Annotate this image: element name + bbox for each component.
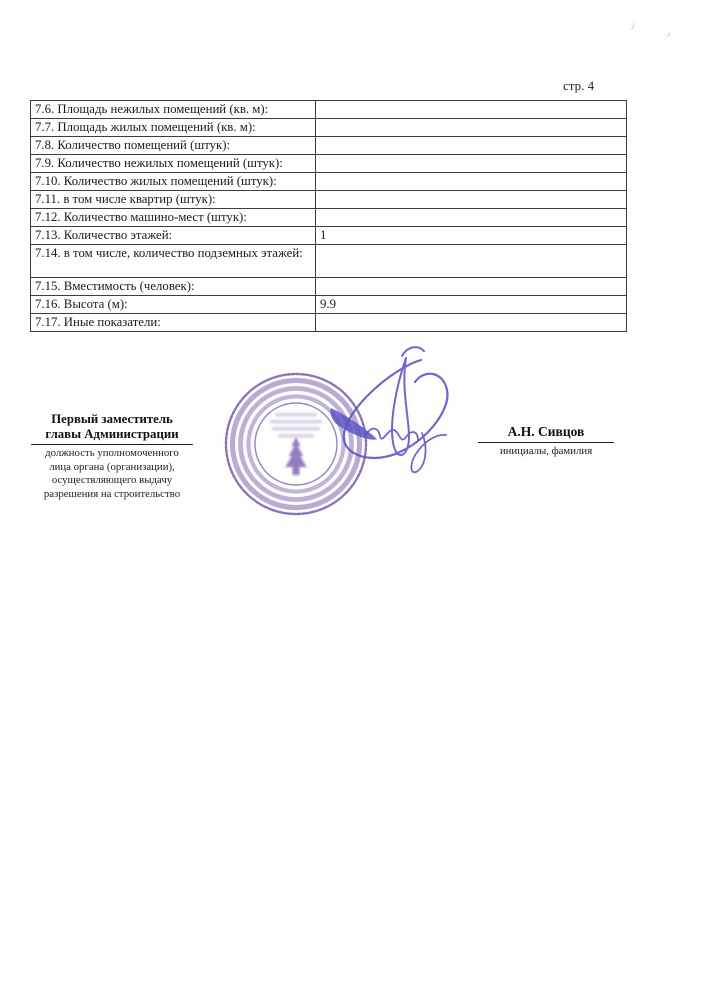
signer-name-caption: инициалы, фамилия bbox=[499, 445, 593, 457]
table-cell-value: 9.9 bbox=[316, 296, 627, 314]
table-row bbox=[31, 173, 627, 191]
table-cell-value bbox=[316, 173, 627, 191]
table-cell-label: 7.6. Площадь нежилых помещений (кв. м): bbox=[31, 101, 316, 119]
table-cell-label: 7.12. Количество машино-мест (штук): bbox=[31, 209, 316, 227]
signer-position-line1: Первый заместитель bbox=[51, 412, 173, 426]
table-cell-label: 7.16. Высота (м): bbox=[31, 296, 316, 314]
signer-position-line2: главы Администрации bbox=[31, 427, 193, 445]
signer-position-caption: должность уполномоченного bbox=[45, 447, 179, 459]
table-cell-value bbox=[316, 191, 627, 209]
table-row bbox=[31, 119, 627, 137]
table-cell-label: 7.17. Иные показатели: bbox=[31, 314, 316, 332]
scan-artifact bbox=[625, 20, 635, 31]
table-row bbox=[31, 209, 627, 227]
table-row bbox=[31, 245, 627, 278]
signer-position-caption: лица органа (организации), bbox=[49, 460, 175, 473]
signer-position-caption: разрешения на строительство bbox=[43, 487, 181, 500]
signer-position-block bbox=[31, 412, 193, 501]
handwritten-signature-icon bbox=[303, 338, 468, 490]
table-cell-label: 7.10. Количество жилых помещений (штук): bbox=[31, 173, 316, 191]
table-cell-label: 7.15. Вместимость (человек): bbox=[31, 278, 316, 296]
table-cell-value bbox=[316, 137, 627, 155]
table-cell-label: 7.7. Площадь жилых помещений (кв. м): bbox=[31, 119, 316, 137]
table-cell-label: 7.14. в том числе, количество подземных этажей: bbox=[31, 245, 316, 278]
table-row bbox=[31, 296, 627, 314]
table-row bbox=[31, 191, 627, 209]
page-number-label: стр. 4 bbox=[563, 78, 595, 93]
table-cell-value bbox=[316, 314, 627, 332]
signer-position-caption: осуществляющего выдачу bbox=[51, 474, 173, 486]
table-row bbox=[31, 101, 627, 119]
table-cell-value bbox=[316, 155, 627, 173]
table-cell-value bbox=[316, 209, 627, 227]
table-cell-value bbox=[316, 101, 627, 119]
table-cell-label: 7.11. в том числе квартир (штук): bbox=[31, 191, 316, 209]
table-row bbox=[31, 137, 627, 155]
indicators-table bbox=[30, 100, 627, 332]
signer-name: А.Н. Сивцов bbox=[478, 424, 614, 443]
table-cell-value bbox=[316, 278, 627, 296]
table-cell-value bbox=[316, 245, 627, 278]
table-cell-label: 7.13. Количество этажей: bbox=[31, 227, 316, 245]
signer-name-block bbox=[478, 424, 614, 458]
table-cell-value: 1 bbox=[316, 227, 627, 245]
table-row bbox=[31, 155, 627, 173]
table-cell-label: 7.9. Количество нежилых помещений (штук): bbox=[31, 155, 316, 173]
scan-artifact bbox=[662, 29, 671, 38]
table-cell-label: 7.8. Количество помещений (штук): bbox=[31, 137, 316, 155]
table-row bbox=[31, 314, 627, 332]
table-cell-value bbox=[316, 119, 627, 137]
table-row bbox=[31, 278, 627, 296]
table-row bbox=[31, 227, 627, 245]
